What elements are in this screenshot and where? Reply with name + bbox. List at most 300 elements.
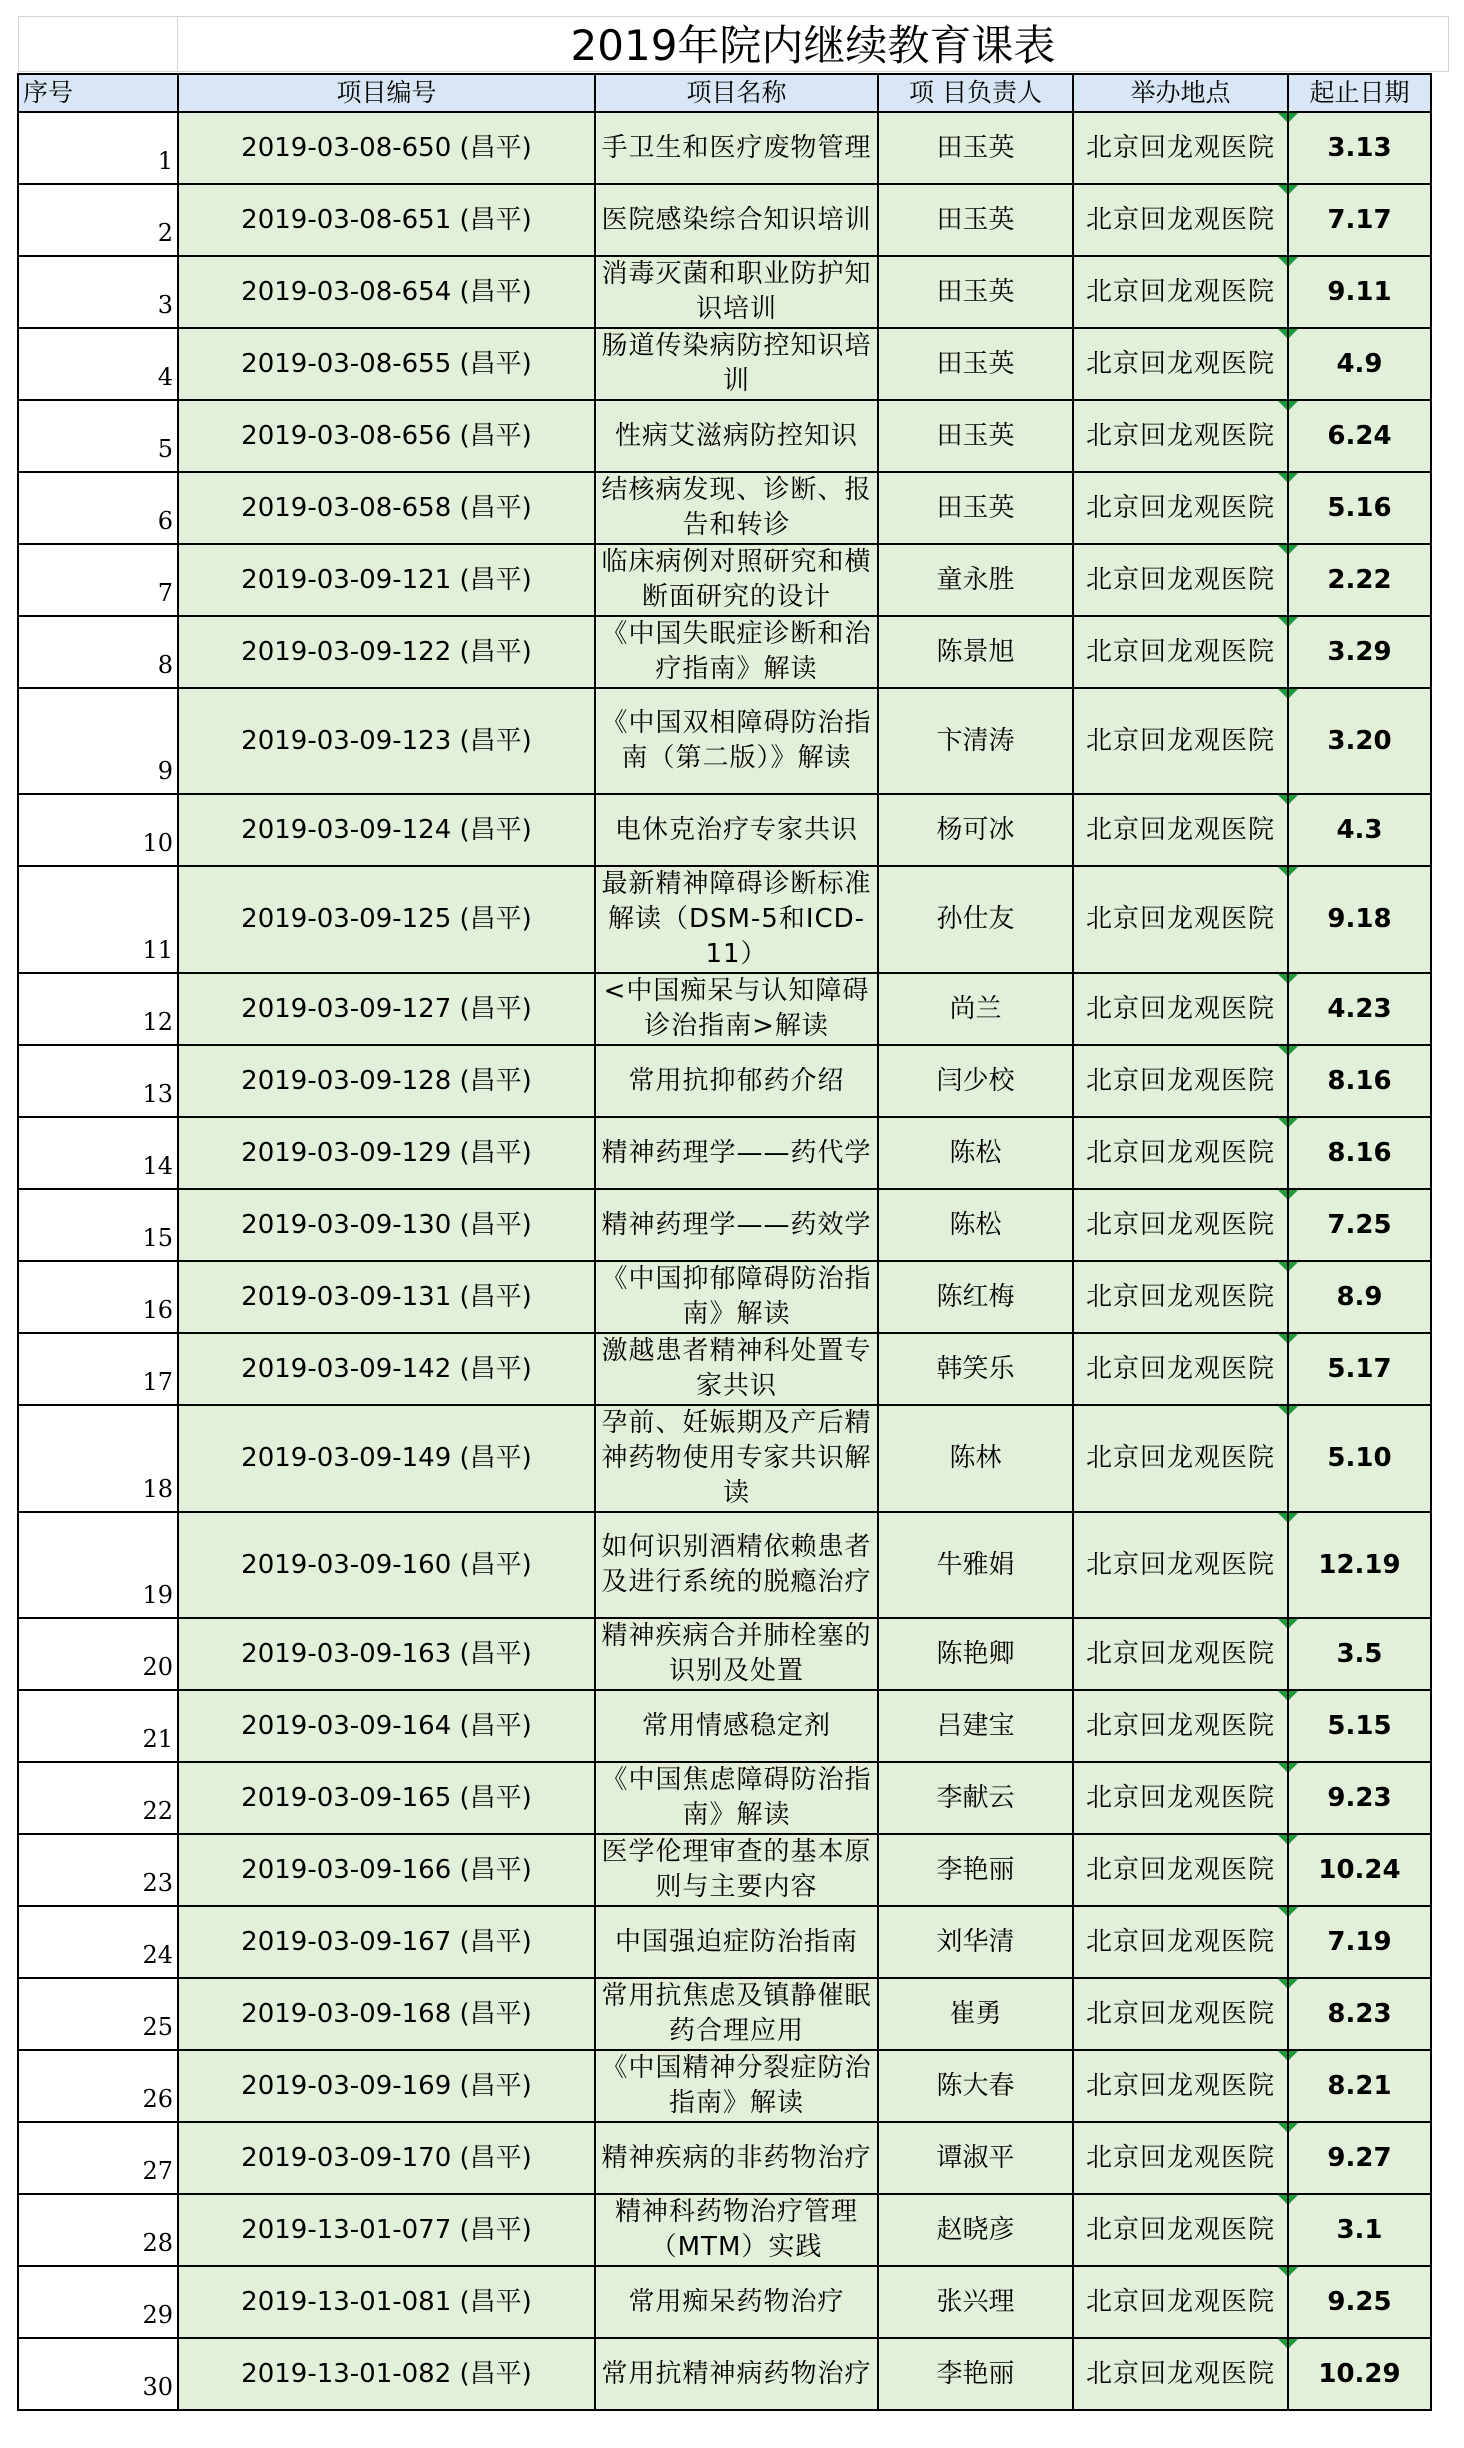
- row-name-cell[interactable]: [595, 1333, 878, 1405]
- row-seq-cell[interactable]: [18, 1333, 178, 1405]
- row-person-cell[interactable]: [878, 1045, 1073, 1117]
- row-seq-text: 15: [142, 1224, 173, 1252]
- row-seq-cell[interactable]: [18, 1189, 178, 1261]
- row-person-cell[interactable]: [878, 2050, 1073, 2122]
- table-row: [18, 400, 1431, 472]
- error-indicator-icon: [1289, 1334, 1298, 1343]
- row-person-cell[interactable]: [878, 973, 1073, 1045]
- row-name-cell[interactable]: [595, 2338, 878, 2410]
- row-person-text: 田玉英: [936, 420, 1015, 451]
- comment-indicator-icon: [1278, 795, 1287, 804]
- row-place-cell[interactable]: [1073, 1117, 1288, 1189]
- row-date-cell[interactable]: [1288, 2050, 1431, 2122]
- row-seq-text: 29: [142, 2301, 173, 2329]
- row-seq-cell[interactable]: [18, 2338, 178, 2410]
- row-place-text: 北京回龙观医院: [1085, 904, 1275, 934]
- row-name-text: 常用抗焦虑及镇静催眠药合理应用: [601, 1981, 872, 2046]
- row-name-cell[interactable]: [595, 1690, 878, 1762]
- row-code-cell[interactable]: [178, 866, 595, 973]
- row-place-cell[interactable]: [1073, 1261, 1288, 1333]
- comment-indicator-icon: [1278, 329, 1287, 338]
- row-person-text: 闫少校: [936, 1065, 1015, 1096]
- row-seq-cell[interactable]: [18, 2194, 178, 2266]
- row-person-cell[interactable]: [878, 688, 1073, 794]
- row-seq-text: 17: [142, 1368, 173, 1396]
- row-name-cell[interactable]: [595, 2050, 878, 2122]
- row-place-cell[interactable]: [1073, 794, 1288, 866]
- row-code-cell[interactable]: [178, 472, 595, 544]
- row-name-cell[interactable]: [595, 866, 878, 973]
- row-seq-text: 12: [142, 1008, 173, 1036]
- row-person-cell[interactable]: [878, 794, 1073, 866]
- row-seq-cell[interactable]: [18, 328, 178, 400]
- table-row: [18, 544, 1431, 616]
- row-seq-cell[interactable]: [18, 794, 178, 866]
- table-row: [18, 1618, 1431, 1690]
- row-seq-cell[interactable]: [18, 1762, 178, 1834]
- error-indicator-icon: [1289, 2339, 1298, 2348]
- row-code-cell[interactable]: [178, 2266, 595, 2338]
- row-code-cell[interactable]: [178, 400, 595, 472]
- row-name-text: 常用情感稳定剂: [641, 1710, 831, 1741]
- comment-indicator-icon: [1278, 1907, 1287, 1916]
- row-code-text: 2019-03-08-650 (昌平): [241, 132, 532, 163]
- row-name-cell[interactable]: [595, 616, 878, 688]
- row-name-text: 精神疾病的非药物治疗: [601, 2142, 872, 2173]
- row-date-cell[interactable]: [1288, 256, 1431, 328]
- row-code-text: 2019-03-08-654 (昌平): [241, 276, 532, 307]
- row-seq-cell[interactable]: [18, 256, 178, 328]
- table-row: [18, 794, 1431, 866]
- row-seq-cell[interactable]: [18, 1618, 178, 1690]
- row-name-text: 《中国焦虑障碍防治指南》解读: [601, 1765, 872, 1830]
- row-date-cell[interactable]: [1288, 544, 1431, 616]
- row-code-cell[interactable]: [178, 1762, 595, 1834]
- row-seq-cell[interactable]: [18, 1978, 178, 2050]
- row-date-cell[interactable]: [1288, 866, 1431, 973]
- error-indicator-icon: [1289, 329, 1298, 338]
- row-date-cell[interactable]: [1288, 688, 1431, 794]
- row-place-cell[interactable]: [1073, 1189, 1288, 1261]
- row-seq-cell[interactable]: [18, 1690, 178, 1762]
- row-code-cell[interactable]: [178, 794, 595, 866]
- error-indicator-icon: [1289, 401, 1298, 410]
- row-person-cell[interactable]: [878, 2122, 1073, 2194]
- row-person-cell[interactable]: [878, 1333, 1073, 1405]
- row-date-cell[interactable]: [1288, 1045, 1431, 1117]
- row-place-text: 北京回龙观医院: [1085, 1710, 1275, 1741]
- error-indicator-icon: [1289, 1406, 1298, 1415]
- row-date-cell[interactable]: [1288, 112, 1431, 184]
- comment-indicator-icon: [1278, 113, 1287, 122]
- row-place-cell[interactable]: [1073, 544, 1288, 616]
- row-date-cell[interactable]: [1288, 616, 1431, 688]
- table-row: [18, 973, 1431, 1045]
- row-place-cell[interactable]: [1073, 1405, 1288, 1512]
- row-seq-cell[interactable]: [18, 1117, 178, 1189]
- row-person-cell[interactable]: [878, 544, 1073, 616]
- table-row: [18, 2050, 1431, 2122]
- row-place-text: 北京回龙观医院: [1085, 492, 1275, 523]
- row-place-cell[interactable]: [1073, 688, 1288, 794]
- row-code-cell[interactable]: [178, 2050, 595, 2122]
- table-body: [18, 112, 1431, 2410]
- row-code-text: 2019-03-09-127 (昌平): [241, 993, 532, 1024]
- row-person-text: 陈景旭: [936, 636, 1015, 667]
- row-person-cell[interactable]: [878, 256, 1073, 328]
- row-date-cell[interactable]: [1288, 1978, 1431, 2050]
- row-place-cell[interactable]: [1073, 256, 1288, 328]
- row-name-cell[interactable]: [595, 472, 878, 544]
- header-person[interactable]: 项 目负责人: [878, 74, 1073, 112]
- row-place-cell[interactable]: [1073, 1834, 1288, 1906]
- row-name-cell[interactable]: [595, 112, 878, 184]
- row-place-cell[interactable]: [1073, 400, 1288, 472]
- row-date-cell[interactable]: [1288, 1834, 1431, 1906]
- row-place-cell[interactable]: [1073, 472, 1288, 544]
- row-date-cell[interactable]: [1288, 1117, 1431, 1189]
- row-name-cell[interactable]: [595, 2266, 878, 2338]
- row-person-cell[interactable]: [878, 328, 1073, 400]
- row-name-text: 常用抗抑郁药介绍: [628, 1065, 845, 1096]
- row-person-cell[interactable]: [878, 616, 1073, 688]
- row-date-cell[interactable]: [1288, 2194, 1431, 2266]
- row-seq-text: 13: [142, 1080, 173, 1108]
- row-person-cell[interactable]: [878, 1189, 1073, 1261]
- row-code-cell[interactable]: [178, 1618, 595, 1690]
- row-date-text: 8.16: [1327, 1065, 1392, 1096]
- row-name-text: 性病艾滋病防控知识: [614, 420, 858, 451]
- row-date-text: 8.9: [1336, 1281, 1383, 1312]
- row-name-cell[interactable]: [595, 1261, 878, 1333]
- row-code-cell[interactable]: [178, 1045, 595, 1117]
- row-name-cell[interactable]: [595, 1512, 878, 1618]
- row-date-cell[interactable]: [1288, 1906, 1431, 1978]
- row-person-cell[interactable]: [878, 1512, 1073, 1618]
- row-place-text: 北京回龙观医院: [1085, 814, 1275, 845]
- row-seq-cell[interactable]: [18, 400, 178, 472]
- row-seq-cell[interactable]: [18, 184, 178, 256]
- row-seq-text: 19: [142, 1581, 173, 1609]
- row-name-cell[interactable]: [595, 1906, 878, 1978]
- row-seq-cell[interactable]: [18, 472, 178, 544]
- row-code-cell[interactable]: [178, 1906, 595, 1978]
- table-row: [18, 256, 1431, 328]
- row-person-cell[interactable]: [878, 2266, 1073, 2338]
- row-name-cell[interactable]: [595, 2122, 878, 2194]
- row-person-text: 李艳丽: [936, 1854, 1015, 1885]
- row-code-text: 2019-03-09-170 (昌平): [241, 2142, 532, 2173]
- row-place-text: 北京回龙观医院: [1085, 348, 1275, 379]
- row-date-cell[interactable]: [1288, 400, 1431, 472]
- row-date-cell[interactable]: [1288, 328, 1431, 400]
- header-name[interactable]: 项目名称: [595, 74, 878, 112]
- row-seq-text: 25: [142, 2013, 173, 2041]
- row-seq-text: 18: [142, 1475, 173, 1503]
- row-name-text: 中国强迫症防治指南: [614, 1926, 858, 1957]
- row-place-cell[interactable]: [1073, 616, 1288, 688]
- row-date-text: 9.23: [1327, 1782, 1392, 1813]
- row-date-text: 3.13: [1327, 132, 1392, 163]
- row-seq-cell[interactable]: [18, 1405, 178, 1512]
- row-date-cell[interactable]: [1288, 1333, 1431, 1405]
- row-person-cell[interactable]: [878, 1978, 1073, 2050]
- table-row: [18, 1117, 1431, 1189]
- error-indicator-icon: [1289, 1979, 1298, 1988]
- header-date[interactable]: 起止日期: [1288, 74, 1431, 112]
- row-code-text: 2019-03-09-121 (昌平): [241, 564, 532, 595]
- row-place-cell[interactable]: [1073, 1978, 1288, 2050]
- row-code-cell[interactable]: [178, 688, 595, 794]
- row-place-cell[interactable]: [1073, 328, 1288, 400]
- row-seq-cell[interactable]: [18, 1261, 178, 1333]
- row-place-text: 北京回龙观医院: [1085, 420, 1275, 451]
- table-row: [18, 2266, 1431, 2338]
- row-seq-cell[interactable]: [18, 1906, 178, 1978]
- row-date-text: 9.11: [1327, 276, 1392, 307]
- error-indicator-icon: [1289, 185, 1298, 194]
- row-name-text: 如何识别酒精依赖患者及进行系统的脱瘾治疗: [601, 1532, 872, 1597]
- comment-indicator-icon: [1278, 1334, 1287, 1343]
- row-place-cell[interactable]: [1073, 2050, 1288, 2122]
- table-row: [18, 1512, 1431, 1618]
- row-place-cell[interactable]: [1073, 2266, 1288, 2338]
- row-person-cell[interactable]: [878, 866, 1073, 973]
- row-code-text: 2019-03-08-651 (昌平): [241, 204, 532, 235]
- row-code-cell[interactable]: [178, 328, 595, 400]
- row-date-cell[interactable]: [1288, 472, 1431, 544]
- row-code-text: 2019-13-01-081 (昌平): [241, 2286, 532, 2317]
- row-date-cell[interactable]: [1288, 794, 1431, 866]
- row-place-text: 北京回龙观医院: [1085, 132, 1275, 163]
- row-name-cell[interactable]: [595, 1618, 878, 1690]
- row-seq-cell[interactable]: [18, 866, 178, 973]
- row-name-cell[interactable]: [595, 1405, 878, 1512]
- row-seq-cell[interactable]: [18, 2266, 178, 2338]
- row-seq-cell[interactable]: [18, 973, 178, 1045]
- row-name-cell[interactable]: [595, 688, 878, 794]
- row-seq-text: 24: [142, 1941, 173, 1969]
- row-code-cell[interactable]: [178, 1405, 595, 1512]
- row-date-text: 5.10: [1327, 1443, 1392, 1473]
- comment-indicator-icon: [1278, 1190, 1287, 1199]
- row-date-cell[interactable]: [1288, 2266, 1431, 2338]
- row-name-cell[interactable]: [595, 184, 878, 256]
- row-code-cell[interactable]: [178, 616, 595, 688]
- row-person-text: 牛雅娟: [936, 1549, 1015, 1580]
- table-row: [18, 112, 1431, 184]
- row-code-text: 2019-03-09-130 (昌平): [241, 1209, 532, 1240]
- row-place-cell[interactable]: [1073, 2194, 1288, 2266]
- row-person-cell[interactable]: [878, 184, 1073, 256]
- row-place-text: 北京回龙观医院: [1085, 1137, 1275, 1168]
- row-date-text: 8.16: [1327, 1137, 1392, 1168]
- row-name-text: 常用抗精神病药物治疗: [601, 2358, 872, 2389]
- row-date-cell[interactable]: [1288, 184, 1431, 256]
- table-row: [18, 1834, 1431, 1906]
- row-date-cell[interactable]: [1288, 2122, 1431, 2194]
- comment-indicator-icon: [1278, 401, 1287, 410]
- row-person-text: 田玉英: [936, 492, 1015, 523]
- row-seq-cell[interactable]: [18, 1834, 178, 1906]
- row-date-text: 3.20: [1327, 725, 1392, 756]
- row-code-cell[interactable]: [178, 2122, 595, 2194]
- table-row: [18, 2194, 1431, 2266]
- row-name-cell[interactable]: [595, 2194, 878, 2266]
- comment-indicator-icon: [1278, 2123, 1287, 2132]
- row-person-cell[interactable]: [878, 400, 1073, 472]
- row-seq-cell[interactable]: [18, 616, 178, 688]
- row-date-cell[interactable]: [1288, 1618, 1431, 1690]
- comment-indicator-icon: [1278, 867, 1287, 876]
- row-person-text: 孙仕友: [936, 904, 1015, 934]
- row-seq-text: 7: [157, 579, 173, 607]
- row-seq-text: 11: [142, 936, 173, 964]
- row-name-cell[interactable]: [595, 1189, 878, 1261]
- row-name-text: 医学伦理审查的基本原则与主要内容: [601, 1837, 872, 1902]
- row-person-text: 田玉英: [936, 204, 1015, 235]
- row-seq-cell[interactable]: [18, 2050, 178, 2122]
- row-code-cell[interactable]: [178, 973, 595, 1045]
- row-name-text: 最新精神障碍诊断标准解读（DSM-5和ICD-11）: [601, 869, 872, 969]
- header-row: [18, 74, 1431, 112]
- comment-indicator-icon: [1278, 1835, 1287, 1844]
- row-person-cell[interactable]: [878, 472, 1073, 544]
- header-place[interactable]: 举办地点: [1073, 74, 1288, 112]
- row-place-text: 北京回龙观医院: [1085, 1065, 1275, 1096]
- row-code-text: 2019-13-01-082 (昌平): [241, 2358, 532, 2389]
- row-place-cell[interactable]: [1073, 184, 1288, 256]
- row-name-cell[interactable]: [595, 544, 878, 616]
- header-seq[interactable]: 序号: [18, 74, 178, 112]
- row-place-cell[interactable]: [1073, 973, 1288, 1045]
- row-place-cell[interactable]: [1073, 1333, 1288, 1405]
- error-indicator-icon: [1289, 2051, 1298, 2060]
- row-place-cell[interactable]: [1073, 2122, 1288, 2194]
- row-name-cell[interactable]: [595, 256, 878, 328]
- table-row: [18, 1762, 1431, 1834]
- row-seq-cell[interactable]: [18, 544, 178, 616]
- row-person-text: 田玉英: [936, 132, 1015, 163]
- row-seq-cell[interactable]: [18, 2122, 178, 2194]
- row-date-cell[interactable]: [1288, 1405, 1431, 1512]
- row-date-cell[interactable]: [1288, 1690, 1431, 1762]
- comment-indicator-icon: [1278, 185, 1287, 194]
- comment-indicator-icon: [1278, 2267, 1287, 2276]
- row-date-text: 5.15: [1327, 1710, 1392, 1741]
- row-code-cell[interactable]: [178, 256, 595, 328]
- row-place-cell[interactable]: [1073, 112, 1288, 184]
- row-code-cell[interactable]: [178, 2194, 595, 2266]
- row-person-cell[interactable]: [878, 1762, 1073, 1834]
- row-person-cell[interactable]: [878, 1906, 1073, 1978]
- row-code-cell[interactable]: [178, 1512, 595, 1618]
- row-place-text: 北京回龙观医院: [1085, 1549, 1275, 1580]
- row-seq-cell[interactable]: [18, 1512, 178, 1618]
- row-code-cell[interactable]: [178, 1978, 595, 2050]
- row-date-cell[interactable]: [1288, 1189, 1431, 1261]
- row-person-cell[interactable]: [878, 1261, 1073, 1333]
- row-code-cell[interactable]: [178, 1117, 595, 1189]
- row-place-text: 北京回龙观医院: [1085, 1443, 1275, 1473]
- row-date-cell[interactable]: [1288, 2338, 1431, 2410]
- row-person-cell[interactable]: [878, 112, 1073, 184]
- row-seq-cell[interactable]: [18, 112, 178, 184]
- row-name-cell[interactable]: [595, 328, 878, 400]
- title-left-cell[interactable]: [18, 16, 178, 72]
- row-date-text: 8.23: [1327, 1998, 1392, 2029]
- row-name-text: 常用痴呆药物治疗: [628, 2286, 845, 2317]
- row-place-cell[interactable]: [1073, 1045, 1288, 1117]
- row-person-cell[interactable]: [878, 1618, 1073, 1690]
- row-place-text: 北京回龙观医院: [1085, 1926, 1275, 1957]
- row-code-cell[interactable]: [178, 1333, 595, 1405]
- row-place-cell[interactable]: [1073, 1690, 1288, 1762]
- row-person-cell[interactable]: [878, 1690, 1073, 1762]
- row-seq-cell[interactable]: [18, 688, 178, 794]
- row-person-cell[interactable]: [878, 1834, 1073, 1906]
- row-name-cell[interactable]: [595, 1834, 878, 1906]
- row-place-cell[interactable]: [1073, 1618, 1288, 1690]
- row-name-cell[interactable]: [595, 1978, 878, 2050]
- row-code-cell[interactable]: [178, 1690, 595, 1762]
- row-person-cell[interactable]: [878, 1405, 1073, 1512]
- row-person-text: 陈大春: [936, 2070, 1015, 2101]
- row-date-cell[interactable]: [1288, 1762, 1431, 1834]
- row-place-cell[interactable]: [1073, 866, 1288, 973]
- row-name-cell[interactable]: [595, 400, 878, 472]
- row-name-cell[interactable]: [595, 1045, 878, 1117]
- row-date-cell[interactable]: [1288, 1512, 1431, 1618]
- row-code-cell[interactable]: [178, 1261, 595, 1333]
- row-place-cell[interactable]: [1073, 1512, 1288, 1618]
- row-name-cell[interactable]: [595, 1117, 878, 1189]
- row-name-text: 肠道传染病防控知识培训: [601, 331, 872, 396]
- row-place-text: 北京回龙观医院: [1085, 2214, 1275, 2245]
- row-person-cell[interactable]: [878, 2338, 1073, 2410]
- row-name-text: <中国痴呆与认知障碍诊治指南>解读: [603, 976, 870, 1041]
- row-code-cell[interactable]: [178, 184, 595, 256]
- row-date-cell[interactable]: [1288, 973, 1431, 1045]
- row-person-cell[interactable]: [878, 2194, 1073, 2266]
- row-code-cell[interactable]: [178, 112, 595, 184]
- row-code-text: 2019-03-09-169 (昌平): [241, 2070, 532, 2101]
- row-name-text: 《中国精神分裂症防治指南》解读: [601, 2053, 872, 2118]
- row-code-cell[interactable]: [178, 1189, 595, 1261]
- row-date-cell[interactable]: [1288, 1261, 1431, 1333]
- row-code-cell[interactable]: [178, 2338, 595, 2410]
- row-name-cell[interactable]: [595, 794, 878, 866]
- row-place-cell[interactable]: [1073, 2338, 1288, 2410]
- error-indicator-icon: [1289, 2195, 1298, 2204]
- row-code-cell[interactable]: [178, 544, 595, 616]
- row-code-text: 2019-03-09-168 (昌平): [241, 1998, 532, 2029]
- header-code[interactable]: 项目编号: [178, 74, 595, 112]
- table-row: [18, 2122, 1431, 2194]
- row-code-text: 2019-03-09-124 (昌平): [241, 814, 532, 845]
- row-person-text: 吕建宝: [936, 1710, 1015, 1741]
- row-code-text: 2019-03-09-165 (昌平): [241, 1782, 532, 1813]
- row-seq-cell[interactable]: [18, 1045, 178, 1117]
- row-name-cell[interactable]: [595, 973, 878, 1045]
- row-date-text: 5.16: [1327, 492, 1392, 523]
- comment-indicator-icon: [1278, 974, 1287, 983]
- row-name-cell[interactable]: [595, 1762, 878, 1834]
- row-place-cell[interactable]: [1073, 1762, 1288, 1834]
- row-person-cell[interactable]: [878, 1117, 1073, 1189]
- row-code-cell[interactable]: [178, 1834, 595, 1906]
- row-place-cell[interactable]: [1073, 1906, 1288, 1978]
